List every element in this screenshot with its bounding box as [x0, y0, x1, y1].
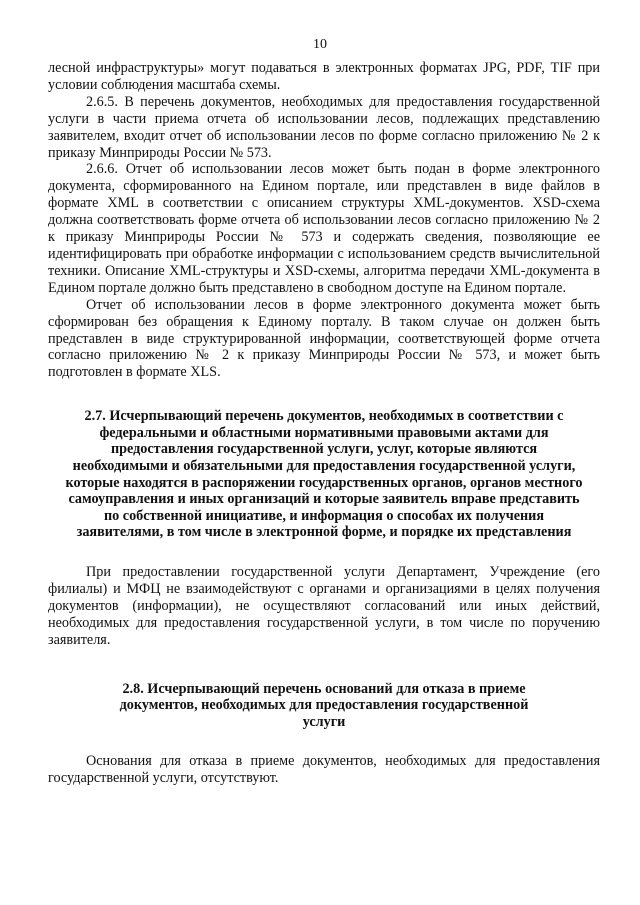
paragraph-interaction: При предоставлении государственной услуги Департамент, Учреждение (его филиалы) и МФЦ не взаимодействуют с органами и организациями в целях получения документов (информации), не осуществляют согласований или иных действий, необходимых для предоставления государственной услуги, в том числе по поручению заявителя. — [48, 563, 600, 648]
document-body — [48, 60, 600, 787]
paragraph-2-6-5: 2.6.5. В перечень документов, необходимых для предоставления государственной услуги в части приема отчета об использовании лесов, подлежащих представлению заявителем, входит отчет об использовании лесов по форме согласно приложению № 2 к приказу Минприроды России № 573. — [48, 93, 600, 161]
paragraph-2-6-6: 2.6.6. Отчет об использовании лесов может быть подан в форме электронного документа, сформированного на Едином портале, или представлен в виде файлов в формате XML в соответствии с описанием структуры XML-документов. XSD-схема должна соответствовать форме отчета об использовании лесов согласно приложению № 2 к приказу Минприроды России № 573 и содержать сведения, позволяющие ее идентифицировать при обработке информации с использованием средств вычислительной техники. Описание XML-структуры и XSD-схемы, алгоритма передачи XML-документа в Едином портале должно быть представлено в свободном доступе на Едином портале. — [48, 161, 600, 296]
section-heading-2-8: 2.8. Исчерпывающий перечень оснований для отказа в приеме документов, необходимых для предоставления государственной услуги — [119, 680, 529, 730]
page-number: 10 — [313, 37, 327, 52]
paragraph-continuation: лесной инфраструктуры» могут подаваться в электронных форматах JPG, PDF, TIF при условии соблюдения масштаба схемы. — [48, 60, 600, 93]
paragraph-report-xls: Отчет об использовании лесов в форме электронного документа может быть сформирован без обращения к Единому порталу. В таком случае он должен быть представлен в виде структурированной информации, соответствующей форме отчета согласно приложению № 2 к приказу Минприроды России № 573, и может быть подготовлен в формате XLS. — [48, 296, 600, 381]
paragraph-refusal-grounds: Основания для отказа в приеме документов, необходимых для предоставления государственной услуги, отсутствуют. — [48, 753, 600, 787]
section-heading-2-7: 2.7. Исчерпывающий перечень документов, необходимых в соответствии с федеральными и областными нормативными правовыми актами для предоставления государственной услуги, услуг, которые являются необходимыми и обязательными для предоставления государственной услуги, которые находятся в распоряжении государственных органов, органов местного самоуправления и иных организаций и которые заявитель вправе представить по собственной инициативе, и информация о способах их получения заявителями, в том числе в электронной форме, и порядке их представления — [65, 408, 583, 541]
